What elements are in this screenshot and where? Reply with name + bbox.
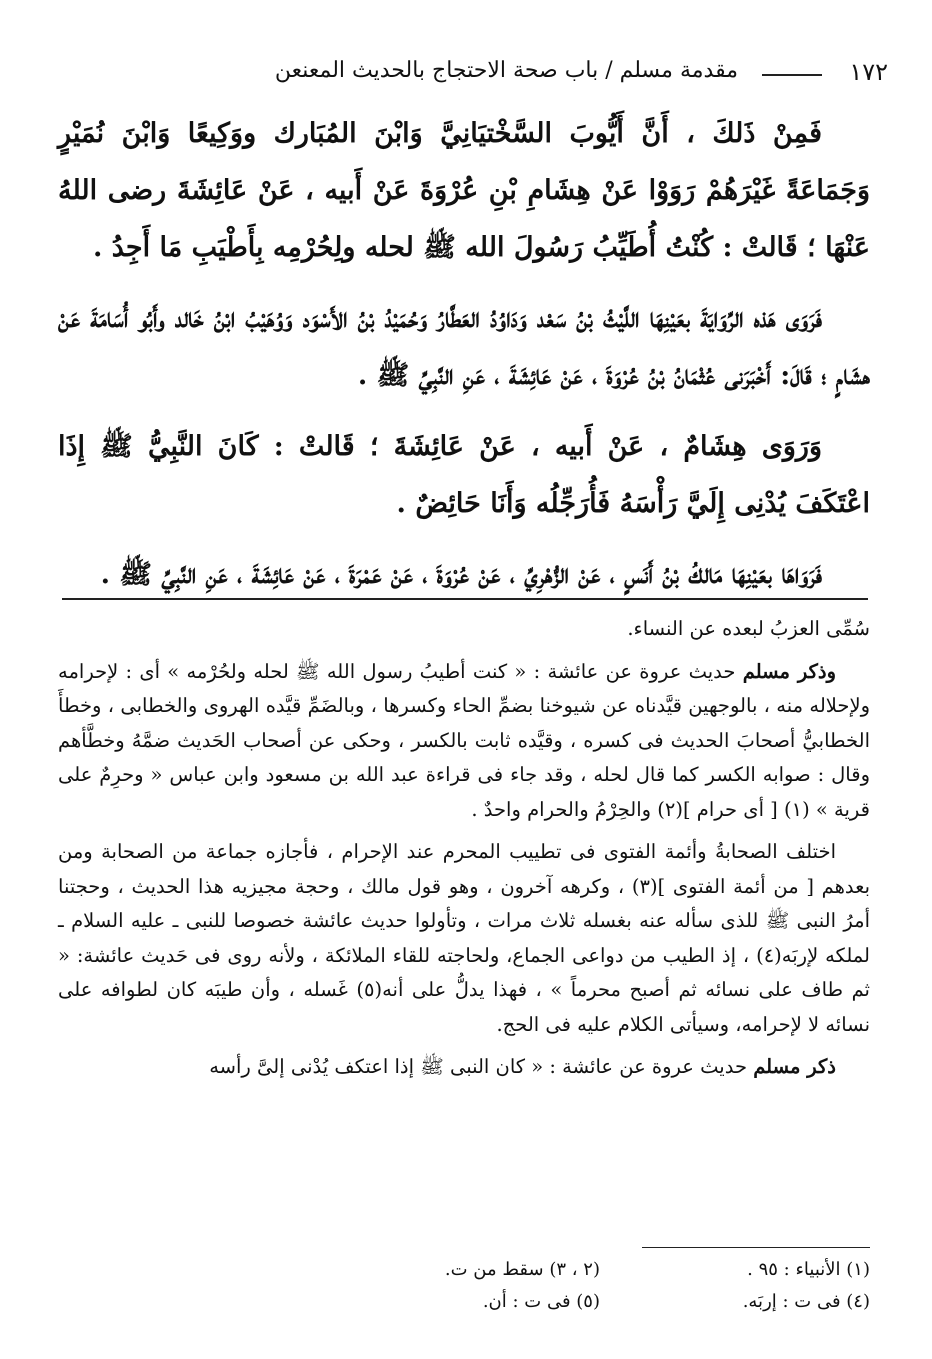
- hadith-text: [58, 105, 870, 617]
- footnote-column-right: [640, 1254, 870, 1318]
- paragraph-lead: وذكر مسلم: [742, 659, 836, 683]
- hadith-paragraph-1: فَمِنْ ذَلكَ ، أَنَّ أَيُّوبَ السَّخْتيَانِيَّ وَابْنَ المُبَارك ووَكِيعًا وَابْنَ نُمَيْرٍ وَجَمَاعَةً غَيْرَهُمْ رَوَوْا عَنْ هِشَامِ بْنِ عُرْوَةَ عَنْ أَبيه ، عَنْ عَائِشَةَ رضى اللهُ عَنْهَا ؛ قَالتْ : كُنْتُ أُطَيِّبُ رَسُولَ الله ﷺ لحله ولِحُرْمِه بِأَطْيَبِ مَا أَجِدُ .: [58, 118, 870, 263]
- running-title: مقدمة مسلم / باب صحة الاحتجاج بالحديث المعنعن: [274, 58, 738, 83]
- hadith-paragraph-3: وَرَوَى هِشَامٌ ، عَنْ أَبيه ، عَنْ عَائِشَةَ ؛ قَالتْ : كَانَ النَّبِيُّ ﷺ إِذَا اعْتَكَفَ يُدْنِى إِلَيَّ رَأْسَهُ فَأُرَجِّلُه وَأَنَا حَائِضٌ .: [58, 431, 870, 519]
- commentary-text: [58, 612, 870, 1093]
- paragraph-body: حديث عروة عن عائشة : « كان النبى ﷺ إذا اعتكف يُدْنى إلىَّ رأسه: [209, 1055, 754, 1078]
- footnote-divider: [642, 1247, 870, 1248]
- hadith-paragraph-2: فَرَوَى هَذه الرِّوَايَةَ بعَيْنِهَا اللَّيْثُ بْنُ سَعْد وَدَاوُدُ العَطَّارُ وَحُمَيْدُ بْنُ الأَسْوَد وَوُهَيْبُ ابْنُ خَالد وأَبُو أُسَامَةَ عَنْ هشَامٍ ؛ قَالَ: أَخْبَرَنى عُثْمَانُ بْنُ عُرْوَةَ ، عَنْ عَائِشَةَ ، عَنِ النَّبِيِّ ﷺ .: [58, 303, 870, 391]
- section-divider: [62, 598, 868, 600]
- running-header: [62, 58, 888, 94]
- commentary-paragraph-3: اختلف الصحابةُ وأئمة الفتوى فى تطييب المحرم عند الإحرام ، فأجازه جماعة من الصحابة ومن بعدهم [ من أئمة الفتوى ](٣) ، وكرهه آخرون ، وهو قول مالك ، وحجة مجيزيه هذا الحديث ، وحجتنا أمرُ النبى ﷺ للذى سأله عنه بغسله ثلاث مرات ، وتأولوا حديث عائشة خصوصا للنبى ـ عليه السلام ـ لملكه لإربَه(٤) ، إذ الطيب من دواعى الجماع، ولحاجته للقاء الملائكة ، ولأنه روى فى حَديث عائشة: « ثم طاف على نسائه ثم أصبح محرماً » ، فهذا يدلُّ على أنه(٥) غَسله ، وأن طيبَه كان لطوافه على نسائه لا لإحرامه، وسيأتى الكلام عليه فى الحج.: [58, 840, 871, 1036]
- commentary-paragraph-2: [58, 655, 870, 828]
- paragraph-lead: ذكر مسلم: [753, 1055, 836, 1078]
- header-rule: [762, 74, 822, 76]
- footnote-5: (٥) فى ت : أن.: [482, 1291, 600, 1312]
- hadith-paragraph-4: فَرَوَاهَا بعَيْنِهَا مَالكُ بْنُ أَنَسٍ ، عَنْ الزُّهْرِيِّ ، عَنْ عُرْوَةَ ، عَنْ عَمْرَةَ ، عَنْ عَائِشَةَ ، عَنِ النَّبِيِّ ﷺ .: [100, 559, 822, 590]
- commentary-paragraph-1: سُمِّى العزبُ لبعده عن النساء.: [627, 617, 870, 640]
- footnote-4: (٤) فى ت : إربَه.: [742, 1291, 870, 1312]
- page-number: ١٧٢: [849, 58, 888, 86]
- commentary-paragraph-4: [58, 1050, 870, 1085]
- footnote-1: (١) الأنبياء : ٩٥ .: [747, 1259, 870, 1280]
- paragraph-body: حديث عروة عن عائشة : « كنت أطيبُ رسول الله ﷺ لحله ولحُرْمه » أى : لإحرامه ولإحلاله منه ، بالوجهين قيَّدناه عن شيوخنا بضمِّ الحاء وكسرها ، وبالضَمِّ قيَّده الهروى والخطابى ، وخطأَ الخطابيُّ أصحابَ الحديث فى كسره ، وقيَّده ثابت بالكسر ، وحكى عن أصحاب الحَديث ضمَّهُ وخطَّأهم وقال : صوابه الكسر كما قال لحله ، وقد جاء فى قراءة عبد الله بن مسعود وابن عباس « وحرِمٌ على قرية » (١) [ أى حرام ](٢) والحِرْمُ والحرام واحدٌ .: [58, 659, 870, 821]
- footnote-2-3: (٢ ، ٣) سقط من ت.: [444, 1259, 600, 1280]
- footnote-column-left: [340, 1254, 600, 1318]
